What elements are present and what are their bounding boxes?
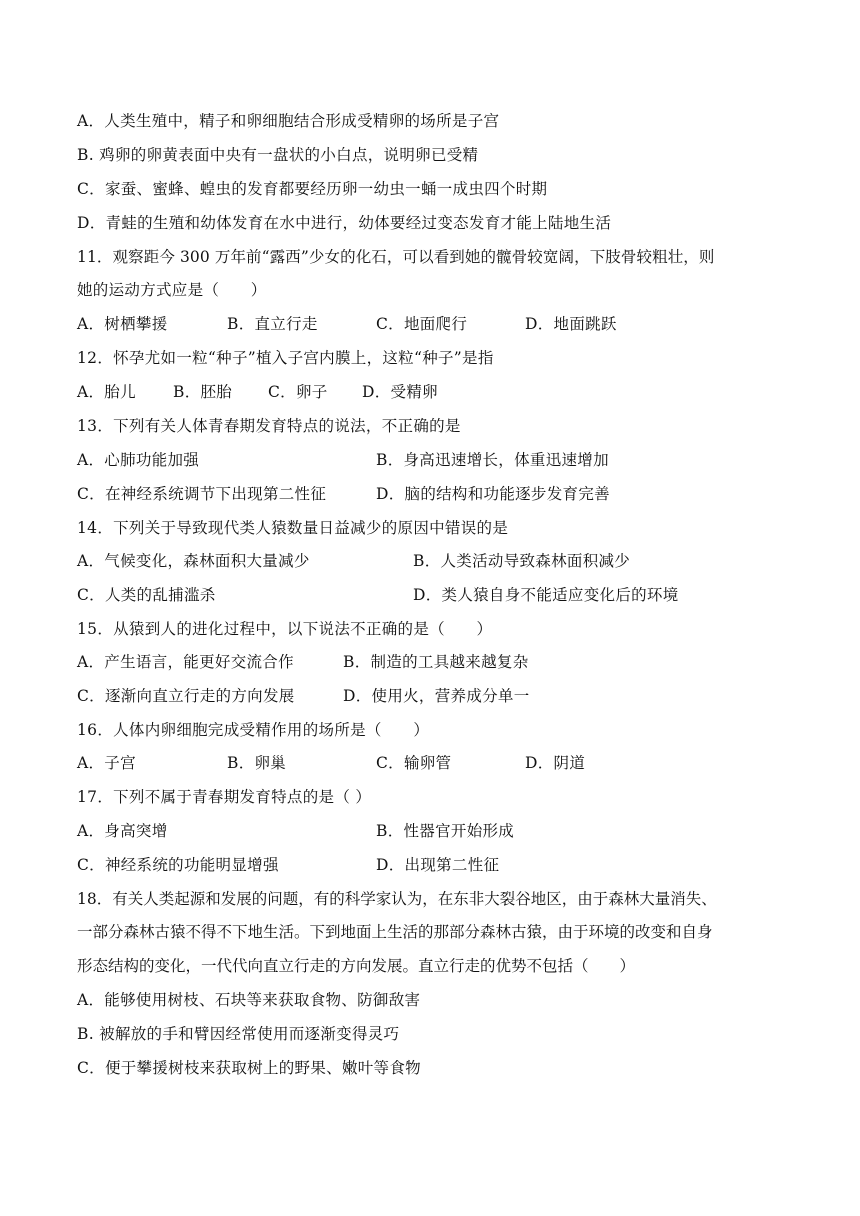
- q17-option-d: D．出现第二性征: [376, 856, 500, 874]
- q13-option-c: C．在神经系统调节下出现第二性征: [77, 485, 327, 503]
- q16-option-c: C．输卵管: [376, 754, 452, 772]
- q11-option-b: B．直立行走: [227, 315, 318, 333]
- q17-stem: 17．下列不属于青春期发育特点的是（ ）: [77, 788, 372, 806]
- q16-option-d: D．阴道: [525, 754, 586, 772]
- q18-option-a: A．能够使用树枝、石块等来获取食物、防御敌害: [77, 991, 421, 1009]
- q15-option-b: B．制造的工具越来越复杂: [343, 653, 529, 671]
- q15-option-a: A．产生语言，能更好交流合作: [77, 653, 294, 671]
- q13-stem: 13．下列有关人体青春期发育特点的说法，不正确的是: [77, 417, 461, 435]
- q10-option-b: B. 鸡卵的卵黄表面中央有一盘状的小白点，说明卵已受精: [77, 146, 479, 164]
- q10-option-d: D．青蛙的生殖和幼体发育在水中进行，幼体要经过变态发育才能上陆地生活: [77, 214, 612, 232]
- q12-option-d: D．受精卵: [362, 383, 438, 401]
- q13-option-b: B．身高迅速增长，体重迅速增加: [376, 451, 609, 469]
- q14-option-d: D．类人猿自身不能适应变化后的环境: [413, 586, 679, 604]
- q15-stem: 15．从猿到人的进化过程中，以下说法不正确的是（ ）: [77, 620, 493, 638]
- q16-option-b: B．卵巢: [227, 754, 287, 772]
- q11-option-d: D．地面跳跃: [525, 315, 617, 333]
- q12-stem: 12．怀孕尤如一粒“种子”植入子宫内膜上，这粒“种子”是指: [77, 349, 494, 367]
- q16-option-a: A．子宫: [77, 754, 136, 772]
- q14-stem: 14．下列关于导致现代类人猿数量日益减少的原因中错误的是: [77, 519, 509, 537]
- q11-stem-line1: 11．观察距今 300 万年前“露西”少女的化石，可以看到她的髋骨较宽阔，下肢骨较粗壮，则: [77, 248, 715, 266]
- q10-option-a: A．人类生殖中，精子和卵细胞结合形成受精卵的场所是子宫: [77, 112, 500, 130]
- q18-stem-line3: 形态结构的变化，一代代向直立行走的方向发展。直立行走的优势不包括（ ）: [77, 957, 636, 975]
- q18-option-c: C．便于攀援树枝来获取树上的野果、嫩叶等食物: [77, 1059, 421, 1077]
- q14-option-a: A．气候变化，森林面积大量减少: [77, 552, 310, 570]
- q17-option-c: C．神经系统的功能明显增强: [77, 856, 279, 874]
- q16-stem: 16．人体内卵细胞完成受精作用的场所是（ ）: [77, 721, 430, 739]
- q17-option-a: A．身高突增: [77, 822, 168, 840]
- q17-option-b: B．性器官开始形成: [376, 822, 515, 840]
- q12-option-b: B．胚胎: [173, 383, 233, 401]
- q18-stem-line2: 一部分森林古猿不得不下地生活。下到地面上生活的那部分森林古猿，由于环境的改变和自身: [77, 923, 713, 941]
- q18-option-b: B. 被解放的手和臂因经常使用而逐渐变得灵巧: [77, 1025, 400, 1043]
- q12-option-a: A．胎儿: [77, 383, 136, 401]
- q18-stem-line1: 18．有关人类起源和发展的问题，有的科学家认为，在东非大裂谷地区，由于森林大量消失、: [77, 890, 717, 908]
- q15-option-c: C．逐渐向直立行走的方向发展: [77, 687, 295, 705]
- q11-option-c: C．地面爬行: [376, 315, 468, 333]
- q13-option-d: D．脑的结构和功能逐步发育完善: [376, 485, 610, 503]
- q14-option-b: B．人类活动导致森林面积减少: [413, 552, 631, 570]
- q11-stem-line2: 她的运动方式应是（ ）: [77, 281, 267, 299]
- q14-option-c: C．人类的乱捕滥杀: [77, 586, 216, 604]
- q11-option-a: A．树栖攀援: [77, 315, 168, 333]
- q10-option-c: C．家蚕、蜜蜂、蝗虫的发育都要经历卵一幼虫一蛹一成虫四个时期: [77, 180, 548, 198]
- q13-option-a: A．心肺功能加强: [77, 451, 200, 469]
- q15-option-d: D．使用火，营养成分单一: [343, 687, 530, 705]
- q12-option-c: C．卵子: [268, 383, 328, 401]
